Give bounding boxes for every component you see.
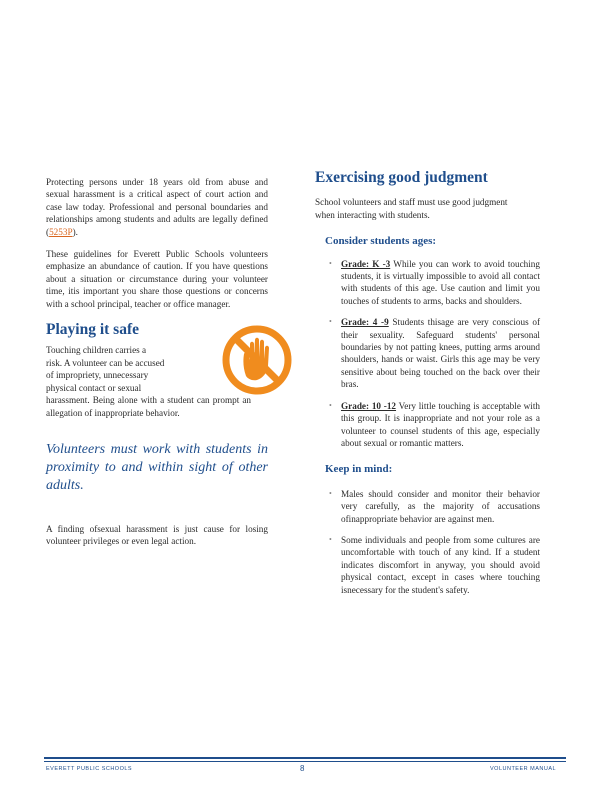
footer-left: EVERETT PUBLIC SCHOOLS (46, 766, 133, 772)
touching-line-3: of impropriety, unnecessary (46, 370, 149, 381)
footer-rule (44, 757, 566, 759)
grade-item: • Grade: 10 -12 Very little touching is acceptable with this group. It is inappropriate and not your role as a volunteer to counsel students of this age, especially about sexual or romantic matters. (329, 400, 540, 448)
grade-label: Grade: 10 -12 (341, 400, 397, 411)
consider-ages-heading: Consider students ages: (325, 235, 437, 248)
grade-item: • Grade: K -3 While you can work to avoid touching students, it is virtually impossible to avoid all contact with students of this age. Use caution and limit you touches of students to arms, backs and shoulders. (329, 258, 540, 306)
note-text: Some individuals and people from some cultures are uncomfortable with touch of any kind. If a student indicates discomfort in anyway, you should avoid physical contact, except in cases where touching isnecessary for the student's safety. (341, 534, 540, 595)
touching-line-4: physical contact or sexual (46, 382, 142, 393)
judgment-heading: Exercising good judgment (315, 169, 488, 186)
grade-text: Students thisage are very conscious of their sexuality. Safeguard students' personal boundaries by not patting knees, putting arms around shoulders, hands or waist. Girls this age may be very sensitive about being touched on the back over their bras. (341, 317, 541, 390)
grade-item: • Grade: 4 -9 Students thisage are very conscious of their sexuality. Safeguard students' personal boundaries by not patting knees, putting arms around shoulders, hands or waist. Girls this age may be very sensitive about being touched on the back over their bras. (329, 317, 541, 390)
right-column (315, 169, 541, 605)
grade-label: Grade: K -3 (341, 258, 391, 269)
touching-line-2: risk. A volunteer can be accused (46, 357, 165, 368)
footer-rule-thin (44, 761, 566, 762)
notes-list (315, 488, 540, 596)
footer-right: VOLUNTEER MANUAL (490, 766, 557, 772)
note-text: Males should consider and monitor their behavior very carefully, as the majority of accusations ofinappropriate behavior are against men. (341, 488, 540, 524)
intro-text: Protecting persons under 18 years old from abuse and sexual harassment is a critical aspect of court action and case law today. Professional and personal boundaries and relationships among students and adults are legally defined ( (46, 177, 268, 237)
note-item: • Some individuals and people from some cultures are uncomfortable with touch of any kind. If a student indicates discomfort in anyway, you should avoid physical contact, except in cases where touching isnecessary for the student's safety. (329, 534, 540, 595)
judgment-intro: School volunteers and staff must use good judgment when interacting with students. (315, 197, 508, 220)
intro-paragraph (46, 176, 268, 238)
grade-text: While you can work to avoid touching students, it is virtually impossible to avoid all contact with students of this age. Use caution and limit you touches of students to arms, backs and shoulders. (341, 258, 540, 306)
guidelines-paragraph: These guidelines for Everett Public Schools volunteers emphasize an abundance of caution. If you have questions about a situation or circumstance during your volunteer time, itis important you share those questions or concerns with a school principal, teacher or office manager. (46, 249, 268, 309)
page-number: 8 (300, 764, 305, 773)
grade-label: Grade: 4 -9 (341, 317, 389, 328)
no-touching-hand-icon (221, 324, 293, 396)
grade-list (315, 258, 540, 450)
touching-line-5: harassment. Being alone with a student can prompt an allegation of inappropriate behavior. (46, 395, 251, 418)
finding-paragraph: A finding ofsexual harassment is just cause for losing volunteer privileges or even legal action. (46, 523, 268, 547)
keep-in-mind-heading: Keep in mind: (325, 463, 393, 476)
playing-safe-heading: Playing it safe (46, 321, 139, 339)
intro-end: ). (72, 226, 78, 237)
grade-text: Very little touching is acceptable with this group. It is inappropriate and not your role as a volunteer to counsel students of this age, especially about sexual or romantic matters. (341, 400, 540, 448)
note-item: • Males should consider and monitor their behavior very carefully, as the majority of accusations ofinappropriate behavior are against men. (329, 488, 540, 524)
touching-line-1: Touching children carries a (46, 345, 147, 356)
pull-quote: Volunteers must work with students in proximity to and within sight of other adults. (46, 441, 268, 493)
policy-link[interactable]: 5253P (49, 226, 73, 237)
